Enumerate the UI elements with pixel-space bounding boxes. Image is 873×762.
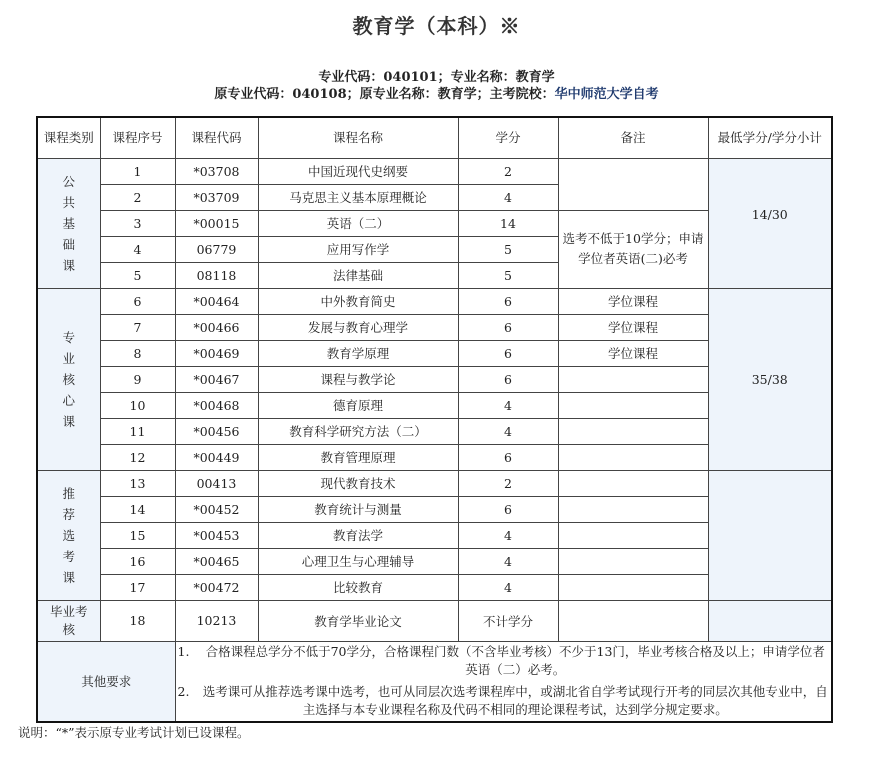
course-seq: 10 [100,392,175,418]
course-name: 教育管理原理 [258,444,458,470]
course-seq: 1 [100,158,175,184]
course-code: *00466 [175,314,258,340]
group-core: 专业核心课 [37,288,100,470]
requirement-item [176,643,832,679]
original-major-text: 原专业代码：040108；原专业名称：教育学；主考院校： [214,87,555,102]
course-note [558,470,708,496]
course-seq: 2 [100,184,175,210]
course-code: *00472 [175,574,258,600]
course-credit: 4 [458,574,558,600]
course-note: 学位课程 [558,340,708,366]
course-credit: 6 [458,366,558,392]
course-note [558,600,708,641]
header-seq: 课程序号 [100,117,175,158]
course-code: *00456 [175,418,258,444]
course-credit: 4 [458,548,558,574]
course-name: 发展与教育心理学 [258,314,458,340]
header-credit: 学分 [458,117,558,158]
table-row [37,288,832,314]
course-credit: 6 [458,496,558,522]
course-note [558,574,708,600]
other-requirements-row [37,641,832,722]
requirement-text: 合格课程总学分不低于70学分，合格课程门数（不含毕业考核）不少于13门，毕业考核合格及以上；申请学位者英语（二）必考。 [205,644,825,678]
course-note [558,418,708,444]
course-code: *03708 [175,158,258,184]
school-name: 华中师范大学自考 [554,87,659,102]
course-code: *00467 [175,366,258,392]
course-note [558,522,708,548]
table-row [37,600,832,641]
header-category: 课程类别 [37,117,100,158]
course-table [36,116,833,723]
course-code: *00015 [175,210,258,236]
header-note: 备注 [558,117,708,158]
course-name: 中外教育简史 [258,288,458,314]
course-code: *00469 [175,340,258,366]
course-note: 学位课程 [558,314,708,340]
course-credit: 5 [458,236,558,262]
course-note [558,158,708,210]
course-seq: 4 [100,236,175,262]
course-credit: 4 [458,522,558,548]
other-requirements [175,641,832,722]
course-seq: 7 [100,314,175,340]
course-name: 法律基础 [258,262,458,288]
header-code: 课程代码 [175,117,258,158]
course-seq: 8 [100,340,175,366]
course-code: *00452 [175,496,258,522]
requirement-number: 2. [177,684,190,700]
table-row [37,158,832,184]
header-min-credit: 最低学分/学分小计 [708,117,832,158]
public-note: 选考不低于10学分；申请学位者英语(二)必考 [558,210,708,288]
course-seq: 18 [100,600,175,641]
course-code: 10213 [175,600,258,641]
course-note [558,392,708,418]
course-name: 现代教育技术 [258,470,458,496]
course-seq: 5 [100,262,175,288]
requirement-text: 选考课可从推荐选考课中选考，也可从同层次选考课程库中，或湖北省自学考试现行开考的同层次其他专业中，自主选择与本专业课程名称及代码不相同的理论课程考试，达到学分规定要求。 [202,684,828,718]
course-name: 教育统计与测量 [258,496,458,522]
course-note [558,496,708,522]
course-credit: 6 [458,340,558,366]
course-code: *00453 [175,522,258,548]
subtotal-elective [708,470,832,600]
course-seq: 11 [100,418,175,444]
course-name: 教育科学研究方法（二） [258,418,458,444]
course-note: 学位课程 [558,288,708,314]
course-credit: 14 [458,210,558,236]
course-name: 英语（二） [258,210,458,236]
course-name: 中国近现代史纲要 [258,158,458,184]
course-name: 德育原理 [258,392,458,418]
footnote: 说明：“*”表示原专业考试计划已设课程。 [18,725,250,740]
course-name: 教育学原理 [258,340,458,366]
subtotal-public: 14/30 [708,158,832,288]
course-credit: 5 [458,262,558,288]
course-seq: 14 [100,496,175,522]
table-header [37,117,832,158]
course-seq: 13 [100,470,175,496]
course-credit: 2 [458,158,558,184]
course-name: 心理卫生与心理辅导 [258,548,458,574]
course-credit: 4 [458,184,558,210]
course-code: *00449 [175,444,258,470]
course-credit: 不计学分 [458,600,558,641]
course-seq: 12 [100,444,175,470]
header-name: 课程名称 [258,117,458,158]
course-code: *00468 [175,392,258,418]
page-title: 教育学（本科）※ [352,14,521,38]
course-credit: 6 [458,288,558,314]
course-credit: 6 [458,314,558,340]
course-code: 06779 [175,236,258,262]
course-name: 马克思主义基本原理概论 [258,184,458,210]
course-credit: 2 [458,470,558,496]
course-name: 教育学毕业论文 [258,600,458,641]
course-seq: 9 [100,366,175,392]
course-name: 比较教育 [258,574,458,600]
course-note [558,548,708,574]
requirement-item [176,683,832,719]
group-public: 公共基础课 [37,158,100,288]
course-note [558,444,708,470]
course-credit: 4 [458,418,558,444]
original-major-info [0,83,873,102]
course-credit: 4 [458,392,558,418]
course-seq: 16 [100,548,175,574]
course-seq: 17 [100,574,175,600]
table-row [37,470,832,496]
course-seq: 6 [100,288,175,314]
course-code: *00465 [175,548,258,574]
course-code: 00413 [175,470,258,496]
course-seq: 15 [100,522,175,548]
other-requirements-label: 其他要求 [37,641,175,722]
course-code: *03709 [175,184,258,210]
course-name: 教育法学 [258,522,458,548]
group-elective: 推荐选考课 [37,470,100,600]
course-code: *00464 [175,288,258,314]
course-code: 08118 [175,262,258,288]
course-note [558,366,708,392]
major-info: 专业代码：040101；专业名称：教育学 [318,70,555,85]
course-name: 课程与教学论 [258,366,458,392]
group-graduation: 毕业考核 [37,600,100,641]
requirement-number: 1. [177,644,190,660]
subtotal-graduation [708,600,832,641]
course-name: 应用写作学 [258,236,458,262]
course-credit: 6 [458,444,558,470]
course-seq: 3 [100,210,175,236]
subtotal-core: 35/38 [708,288,832,470]
